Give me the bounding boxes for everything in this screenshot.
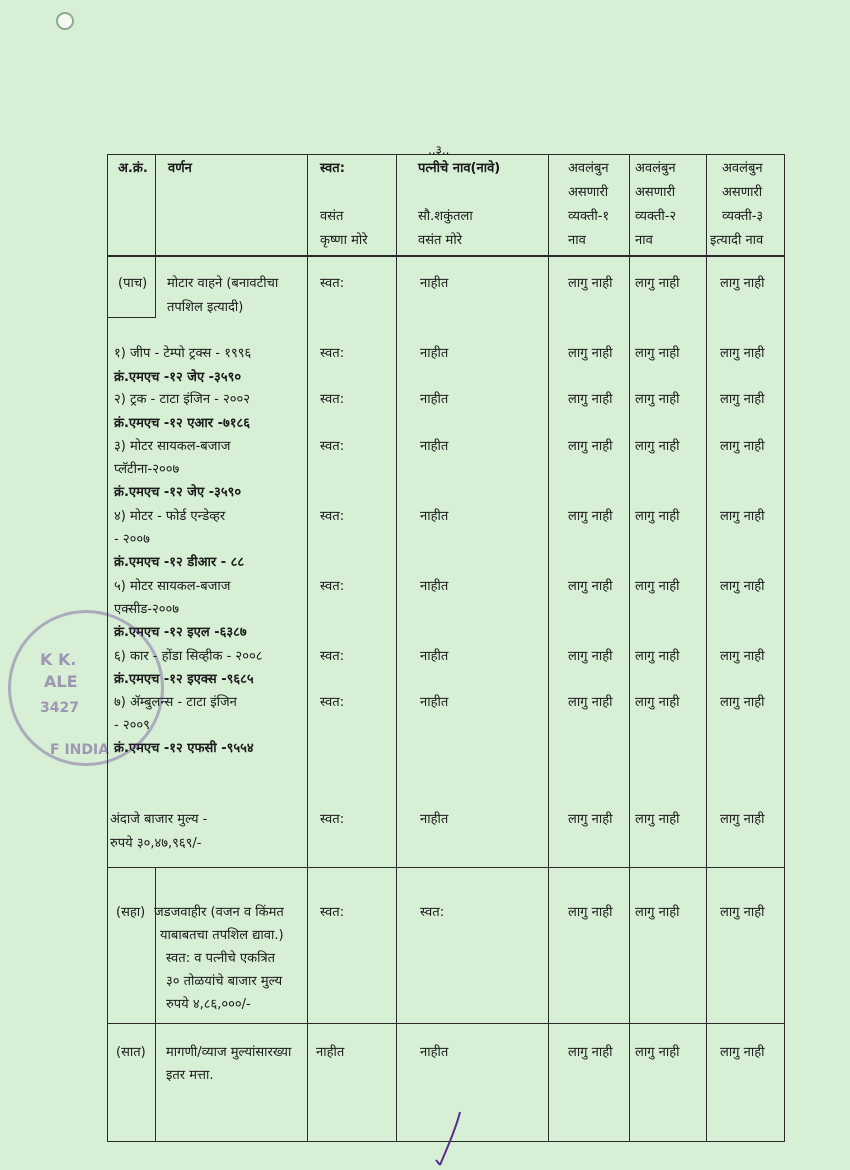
dep2-value: लागु नाही [635,695,680,710]
header-dep2: अवलंबुन [635,161,676,176]
self-value: स्वत: [320,649,345,664]
section-description: ३० तोळयांचे बाजार मुल्य [166,974,283,989]
dep3-value: लागु नाही [720,812,765,827]
self-value: नाहीत [316,1045,345,1060]
dep2-value: लागु नाही [635,439,680,454]
page-number: ..३.. [428,143,450,157]
dep1-value: लागु नाही [568,1045,613,1060]
header-spouse-name: सौ.शकुंतला [418,209,473,224]
dep1-value: लागु नाही [568,579,613,594]
vehicle-line: ४) मोटर - फोर्ड एन्डेव्हर [114,509,226,524]
self-value: स्वत: [320,812,345,827]
dep2-value: लागु नाही [635,509,680,524]
self-value: स्वत: [320,509,345,524]
row-divider [107,1023,785,1024]
spouse-value: नाहीत [420,276,449,291]
dep3-value: लागु नाही [720,392,765,407]
spouse-value: नाहीत [420,1045,449,1060]
header-description: वर्णन [168,161,192,176]
vehicle-line: एक्सीड-२००७ [114,602,180,617]
dep2-value: लागु नाही [635,579,680,594]
market-value-label: अंदाजे बाजार मुल्य - [110,812,208,827]
header-dep1: अवलंबुन [568,161,609,176]
spouse-value: नाहीत [420,346,449,361]
section-description: मोटार वाहने (बनावटीचा [167,276,279,291]
vehicle-reg: क्रं.एमएच -१२ इएल -६३८७ [114,625,247,640]
dep1-value: लागु नाही [568,392,613,407]
dep2-value: लागु नाही [635,812,680,827]
spouse-value: नाहीत [420,392,449,407]
vehicle-line: - २००७ [114,532,150,547]
section-description: जडजवाहीर (वजन व किंमत [154,905,284,920]
section-number: (सहा) [116,905,146,920]
dep3-value: लागु नाही [720,1045,765,1060]
vehicle-line: २) ट्रक - टाटा इंजिन - २००२ [114,392,251,407]
dep2-value: लागु नाही [635,392,680,407]
dep2-value: लागु नाही [635,346,680,361]
vehicle-reg: क्रं.एमएच -१२ डीआर - ८८ [114,555,245,570]
header-self: स्वत: [320,161,345,176]
self-value: स्वत: [320,346,345,361]
market-value-amount: रुपये ३०,४७,९६९/- [110,836,202,851]
self-value: स्वत: [320,905,345,920]
dep1-value: लागु नाही [568,649,613,664]
signature-mark [430,1110,470,1170]
self-value: स्वत: [320,392,345,407]
header-self-name: वसंत [320,209,344,224]
section-description: याबाबतचा तपशिल द्यावा.) [160,928,284,943]
header-dep1: नाव [568,233,586,248]
header-dep1: व्यक्ती-१ [568,209,610,224]
dep1-value: लागु नाही [568,695,613,710]
dep2-value: लागु नाही [635,905,680,920]
self-value: स्वत: [320,439,345,454]
stamp-text: 3427 [40,700,79,716]
dep1-value: लागु नाही [568,812,613,827]
spouse-value: नाहीत [420,695,449,710]
dep1-value: लागु नाही [568,905,613,920]
spouse-value: नाहीत [420,439,449,454]
vehicle-line: १) जीप - टेम्पो ट्रक्स - १९९६ [114,346,252,361]
dep3-value: लागु नाही [720,579,765,594]
vehicle-reg: क्रं.एमएच -१२ इएक्स -९६८५ [114,672,254,687]
column-divider [706,154,707,1142]
header-dep2: नाव [635,233,653,248]
vehicle-line: ६) कार - होंडा सिव्हीक - २००८ [114,649,263,664]
spouse-value: स्वत: [420,905,445,920]
vehicle-line: ३) मोटर सायकल-बजाज [114,439,231,454]
vehicle-reg: क्रं.एमएच -१२ जेए -३५९० [114,485,242,500]
header-dep2: असणारी [635,185,676,200]
vehicle-reg: क्रं.एमएच -१२ जेए -३५९० [114,370,242,385]
column-divider [307,154,308,1142]
stamp-text: K K. [40,650,77,669]
stamp-text: ALE [44,672,78,691]
header-divider [107,255,785,257]
spouse-value: नाहीत [420,649,449,664]
header-dep2: व्यक्ती-२ [635,209,677,224]
spouse-value: नाहीत [420,509,449,524]
section-number: (पाच) [118,276,148,291]
dep1-value: लागु नाही [568,346,613,361]
row-divider [107,867,785,868]
spouse-value: नाहीत [420,812,449,827]
column-divider [548,154,549,1142]
section-description: इतर मत्ता. [166,1068,214,1083]
dep3-value: लागु नाही [720,649,765,664]
section-description: रुपये ४,८६,०००/- [166,997,251,1012]
dep1-value: लागु नाही [568,276,613,291]
header-spouse: पत्नीचे नाव(नावे) [418,161,501,176]
dep3-value: लागु नाही [720,346,765,361]
dep3-value: लागु नाही [720,905,765,920]
vehicle-line: प्लॅटीना-२००७ [114,462,180,477]
dep1-value: लागु नाही [568,439,613,454]
dep3-value: लागु नाही [720,509,765,524]
header-self-surname: कृष्णा मोरे [320,233,368,248]
dep3-value: लागु नाही [720,695,765,710]
header-dep3: इत्यादी नाव [710,233,764,248]
header-spouse-surname: वसंत मोरे [418,233,463,248]
spouse-value: नाहीत [420,579,449,594]
header-dep1: असणारी [568,185,609,200]
vehicle-reg: क्रं.एमएच -१२ एआर -७१८६ [114,416,251,431]
dep3-value: लागु नाही [720,439,765,454]
header-dep3: व्यक्ती-३ [722,209,764,224]
column-divider [629,154,630,1142]
dep2-value: लागु नाही [635,276,680,291]
section-description: स्वत: व पत्नीचे एकत्रित [166,951,276,966]
vehicle-reg: क्रं.एमएच -१२ एफसी -९५५४ [114,741,254,756]
header-serial: अ.क्रं. [118,161,148,176]
dep2-value: लागु नाही [635,1045,680,1060]
column-divider [396,154,397,1142]
section-description: तपशिल इत्यादी) [167,300,244,315]
vehicle-line: ७) ॲम्बुलन्स - टाटा इंजिन [114,695,237,710]
self-value: स्वत: [320,276,345,291]
punch-hole [56,12,74,30]
stamp-text: F INDIA [50,742,110,758]
dep3-value: लागु नाही [720,276,765,291]
section-description: मागणी/व्याज मुल्यांसारख्या [166,1045,292,1060]
section-number: (सात) [116,1045,146,1060]
vehicle-line: ५) मोटर सायकल-बजाज [114,579,231,594]
self-value: स्वत: [320,695,345,710]
dep2-value: लागु नाही [635,649,680,664]
dep1-value: लागु नाही [568,509,613,524]
self-value: स्वत: [320,579,345,594]
header-dep3: असणारी [722,185,763,200]
vehicle-line: - २००९ [114,718,150,733]
header-dep3: अवलंबुन [722,161,763,176]
